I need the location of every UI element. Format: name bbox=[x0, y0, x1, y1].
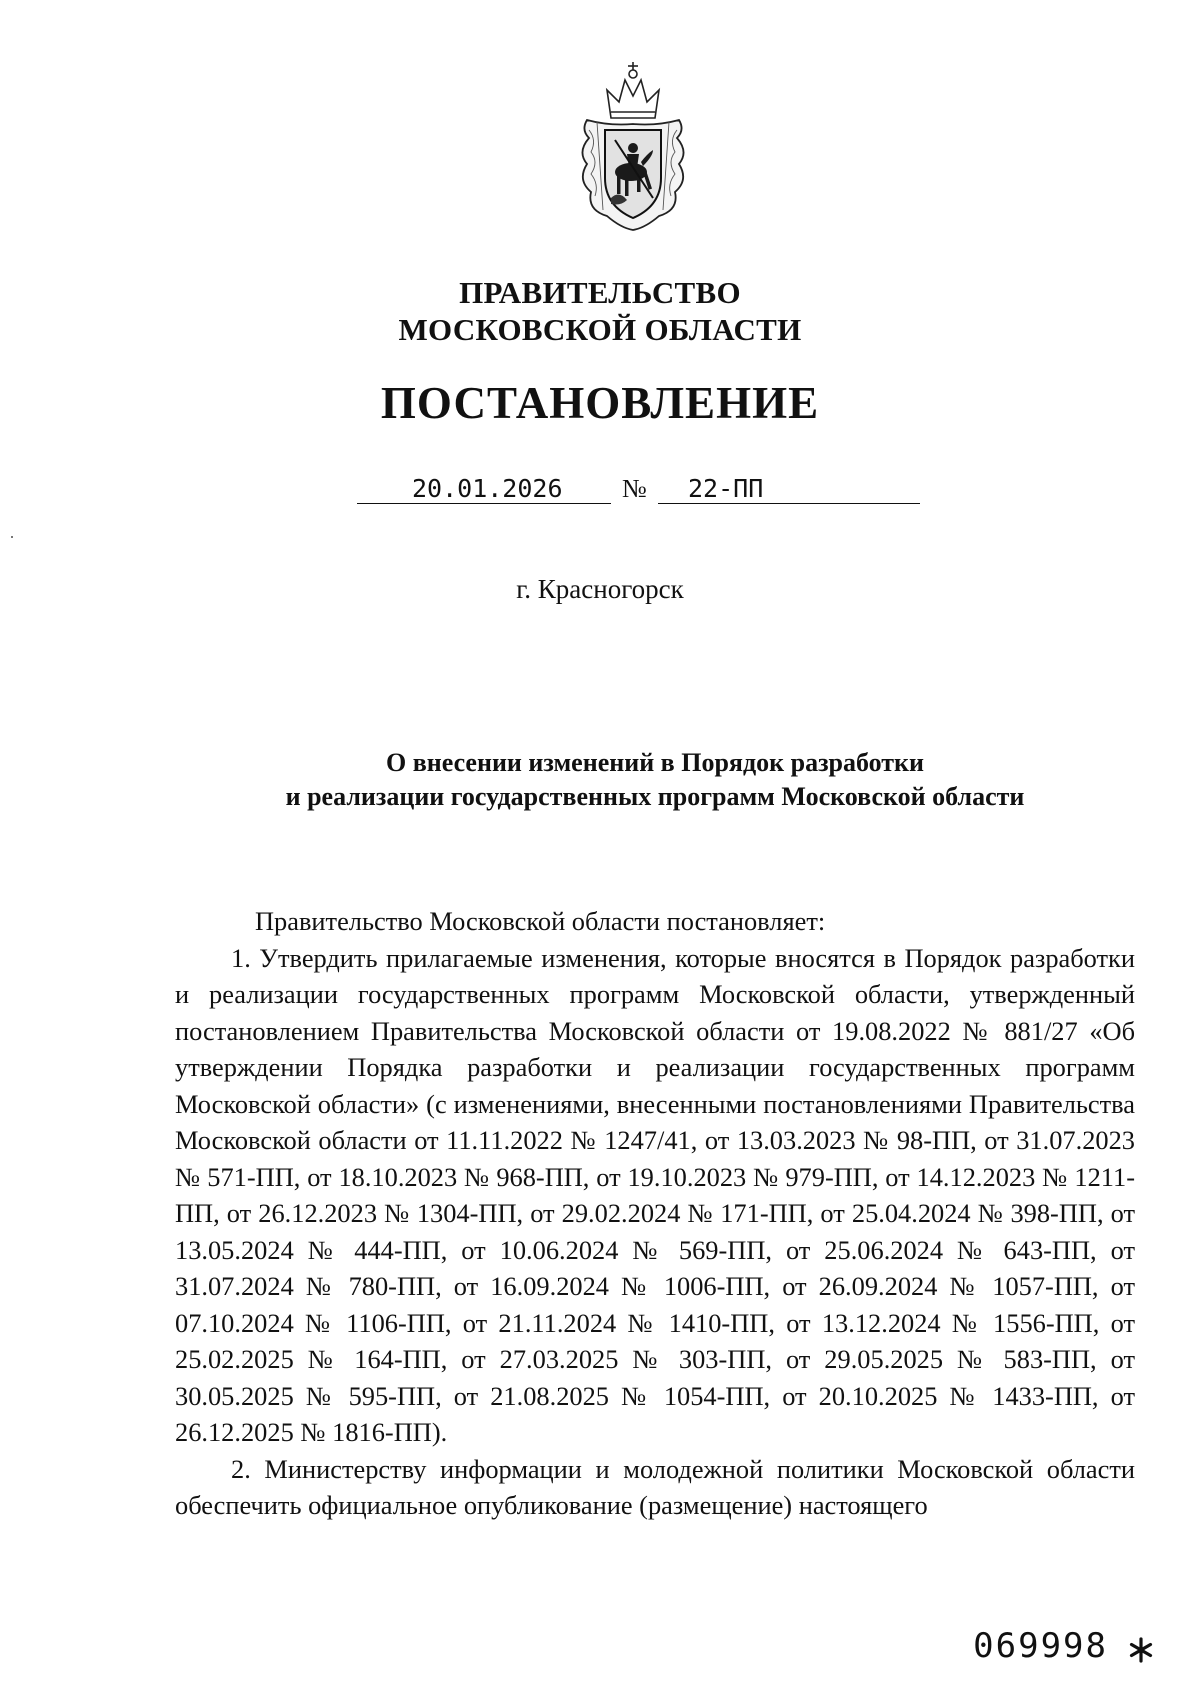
decree-number: 22-ПП bbox=[688, 474, 764, 503]
date-underline bbox=[357, 503, 611, 504]
coat-of-arms-icon bbox=[567, 60, 699, 232]
subject-line-1: О внесении изменений в Порядок разработки bbox=[385, 748, 925, 777]
document-type: ПОСТАНОВЛЕНИЕ bbox=[380, 378, 820, 428]
issuing-authority bbox=[0, 274, 1200, 348]
paragraph-item-1: 1. Утвердить прилагаемые изменения, которые вносятся в Порядок разработки и реализации государственных программ Московской области, утвержденный постановлением Правительства Московской области от 19.08.2022 № 881/27 «Об утверждении Порядка разработки и реализации государственных программ Московской области» (с изменениями, внесенными постановлениями Правительства Московской области от 11.11.2022 № 1247/41, от 13.03.2023 № 98-ПП, от 31.07.2023 № 571-ПП, от 18.10.2023 № 968-ПП, от 19.10.2023 № 979-ПП, от 14.12.2023 № 1211-ПП, от 26.12.2023 № 1304-ПП, от 29.02.2024 № 171-ПП, от 25.04.2024 № 398-ПП, от 13.05.2024 № 444-ПП, от 10.06.2024 № 569-ПП, от 25.06.2024 № 643-ПП, от 31.07.2024 № 780-ПП, от 16.09.2024 № 1006-ПП, от 26.09.2024 № 1057-ПП, от 07.10.2024 № 1106-ПП, от 21.11.2024 № 1410-ПП, от 13.12.2024 № 1556-ПП, от 25.02.2025 № 164-ПП, от 27.03.2025 № 303-ПП, от 29.05.2025 № 583-ПП, от 30.05.2025 № 595-ПП, от 21.08.2025 № 1054-ПП, от 20.10.2025 № 1433-ПП, от 26.12.2025 № 1816-ПП). bbox=[175, 942, 1135, 1447]
asterisk-icon bbox=[1127, 1636, 1155, 1664]
decree-date: 20.01.2026 bbox=[412, 474, 563, 503]
serial-number: 069998 bbox=[973, 1626, 1108, 1666]
subject-line-2: и реализации государственных программ Московской области bbox=[285, 782, 1025, 811]
number-underline bbox=[658, 503, 920, 504]
government-line-2: МОСКОВСКОЙ ОБЛАСТИ bbox=[398, 312, 802, 347]
document-subject bbox=[175, 746, 1135, 814]
document-body bbox=[175, 903, 1135, 1524]
preamble-paragraph: Правительство Московской области постановляет: bbox=[255, 906, 826, 936]
paragraph-item-2: 2. Министерству информации и молодежной политики Московской области обеспечить официальное опубликование (размещение) настоящего bbox=[175, 1453, 1135, 1520]
place-of-issue: г. Красногорск bbox=[516, 574, 684, 604]
number-sign: № bbox=[622, 474, 647, 503]
government-line-1: ПРАВИТЕЛЬСТВО bbox=[459, 275, 741, 310]
scan-speck bbox=[11, 536, 13, 538]
